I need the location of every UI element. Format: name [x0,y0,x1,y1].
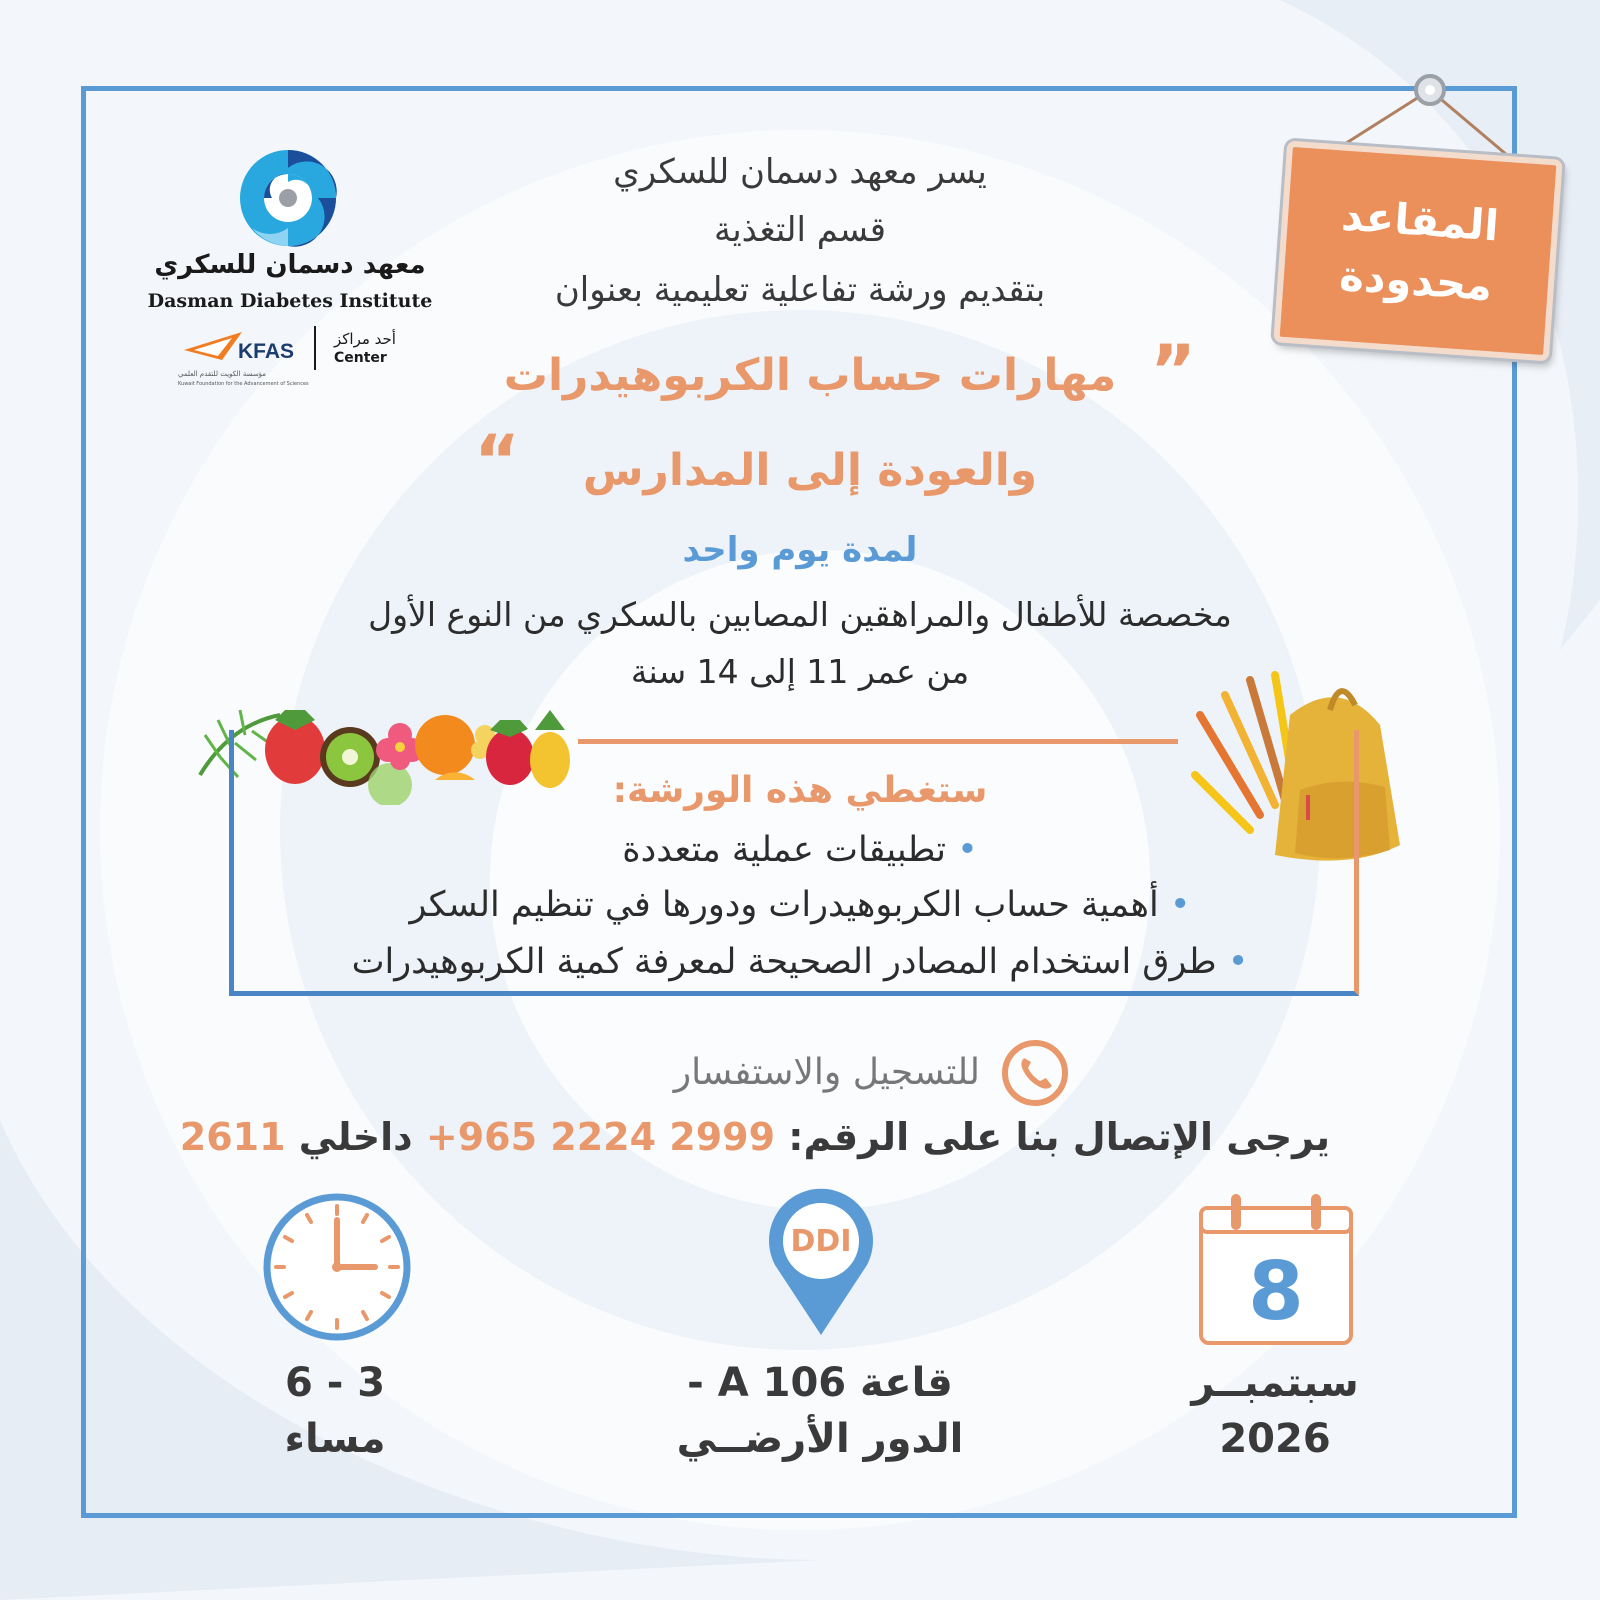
date-day: 8 [1248,1245,1304,1338]
logo-divider [314,326,316,370]
audience-line-2: من عمر 11 إلى 14 سنة [630,652,970,691]
topic-item-3 [200,942,1400,982]
topic-text: أهمية حساب الكربوهيدرات ودورها في تنظيم السكر [409,885,1159,925]
phone-number[interactable]: +965 2224 2999 [425,1115,776,1159]
center-en: Center [334,350,387,366]
contact-label: للتسجيل والاستفسار [673,1052,980,1093]
logo-name-ar: معهد دسمان للسكري [154,250,426,280]
title-open-quote: ” [1150,330,1197,412]
intro-line-2: قسم التغذية [713,210,887,250]
logo-name-en: Dasman Diabetes Institute [147,290,433,312]
dasman-logo-icon [238,148,338,248]
contact-line [179,1115,1330,1159]
kfas-en: Kuwait Foundation for the Advancement of Sciences [178,381,309,387]
contact-prefix: يرجى الإتصال بنا على الرقم: [788,1115,1330,1159]
title-close-quote: “ [474,420,521,502]
kfas-ar: مؤسسة الكويت للتقدم العلمي [178,370,267,378]
date-month: سبتمبــر [1191,1360,1359,1406]
covers-heading: ستغطي هذه الورشة: [612,770,988,811]
kfas-label: KFAS [238,340,295,363]
map-pin-icon [765,1185,877,1340]
topic-item-1 [400,830,1200,870]
title-line-1: مهارات حساب الكربوهيدرات [503,350,1117,401]
date-year: 2026 [1219,1416,1331,1462]
bullet-icon: • [957,830,978,870]
duration-text: لمدة يوم واحد [682,530,918,570]
limited-seats-sign [1273,141,1562,362]
location-floor: الدور الأرضــي [676,1416,964,1462]
extension-number: 2611 [179,1115,286,1159]
time-period: مساء [284,1416,386,1462]
title-line-2: والعودة إلى المدارس [582,445,1038,496]
intro-line-3: بتقديم ورشة تفاعلية تعليمية بعنوان [554,270,1046,310]
location-hall: قاعة 106 A - [687,1360,953,1406]
sign-line-1: المقاعد [1339,190,1501,251]
bullet-icon: • [1227,942,1249,982]
center-ar: أحد مراكز [334,330,396,348]
extension-label: داخلي [298,1115,413,1159]
bullet-icon: • [1169,885,1191,925]
phone-icon [1000,1038,1070,1108]
intro-line-1: يسر معهد دسمان للسكري [613,152,987,192]
topic-text: تطبيقات عملية متعددة [622,830,946,870]
sign-line-2: محدودة [1337,250,1494,311]
audience-line-1: مخصصة للأطفال والمراهقين المصابين بالسكري من النوع الأول [368,595,1232,634]
clock-icon [260,1190,415,1345]
topic-text: طرق استخدام المصادر الصحيحة لمعرفة كمية الكربوهيدرات [351,942,1217,982]
topic-item-2 [200,885,1400,925]
time-range: 6 - 3 [284,1360,386,1406]
pin-label: DDI [790,1224,852,1259]
